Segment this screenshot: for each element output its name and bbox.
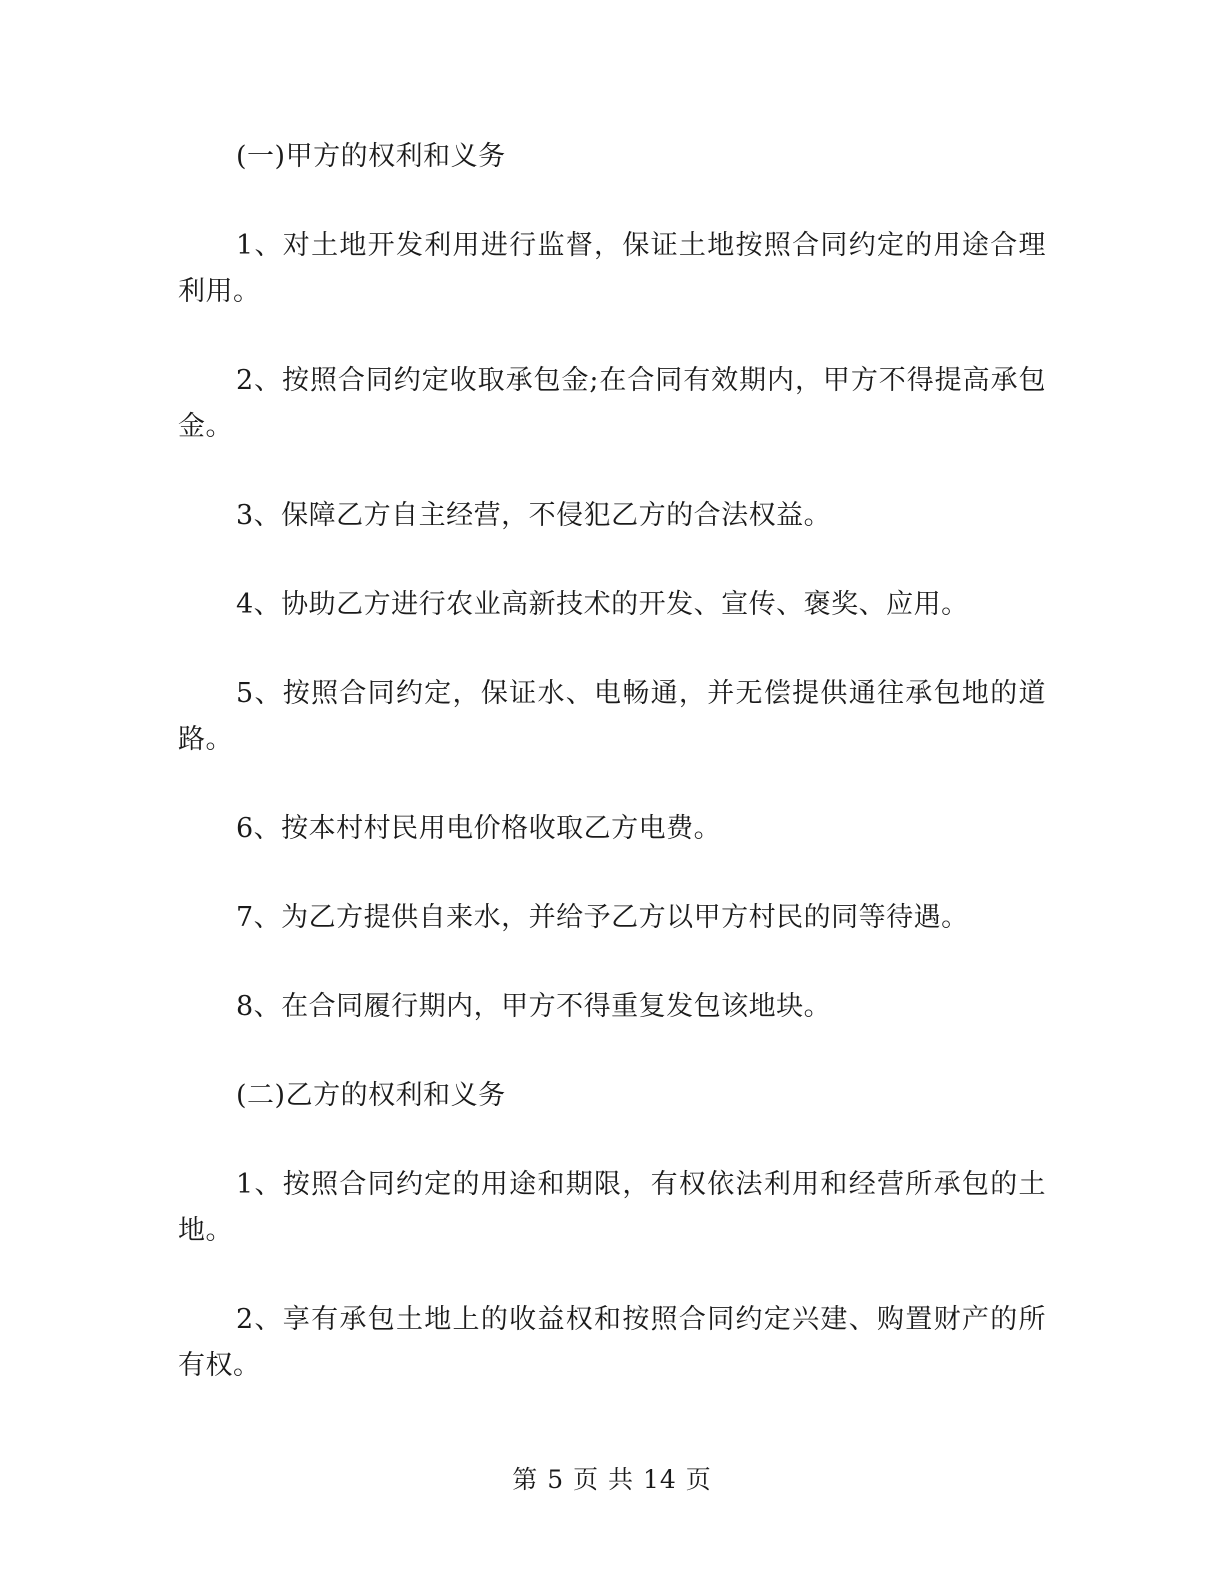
paragraph: 1、对土地开发利用进行监督，保证土地按照合同约定的用途合理利用。 [178, 230, 1046, 307]
page-number-footer: 第 5 页 共 14 页 [512, 1465, 712, 1494]
paragraph: 2、按照合同约定收取承包金;在合同有效期内，甲方不得提高承包金。 [178, 365, 1046, 442]
section-heading-party-a: (一)甲方的权利和义务 [236, 141, 506, 172]
paragraph: 7、为乙方提供自来水，并给予乙方以甲方村民的同等待遇。 [236, 902, 969, 933]
document-body [178, 134, 1046, 1432]
paragraph: 6、按本村村民用电价格收取乙方电费。 [236, 813, 722, 844]
paragraph: 8、在合同履行期内，甲方不得重复发包该地块。 [236, 991, 832, 1022]
paragraph: 1、按照合同约定的用途和期限，有权依法利用和经营所承包的土地。 [178, 1169, 1046, 1246]
section-heading-party-b: (二)乙方的权利和义务 [236, 1080, 506, 1111]
paragraph: 2、享有承包土地上的收益权和按照合同约定兴建、购置财产的所有权。 [178, 1304, 1046, 1381]
paragraph: 5、按照合同约定，保证水、电畅通，并无偿提供通往承包地的道路。 [178, 678, 1046, 755]
paragraph: 4、协助乙方进行农业高新技术的开发、宣传、褒奖、应用。 [236, 589, 969, 620]
paragraph: 3、保障乙方自主经营，不侵犯乙方的合法权益。 [236, 500, 832, 531]
